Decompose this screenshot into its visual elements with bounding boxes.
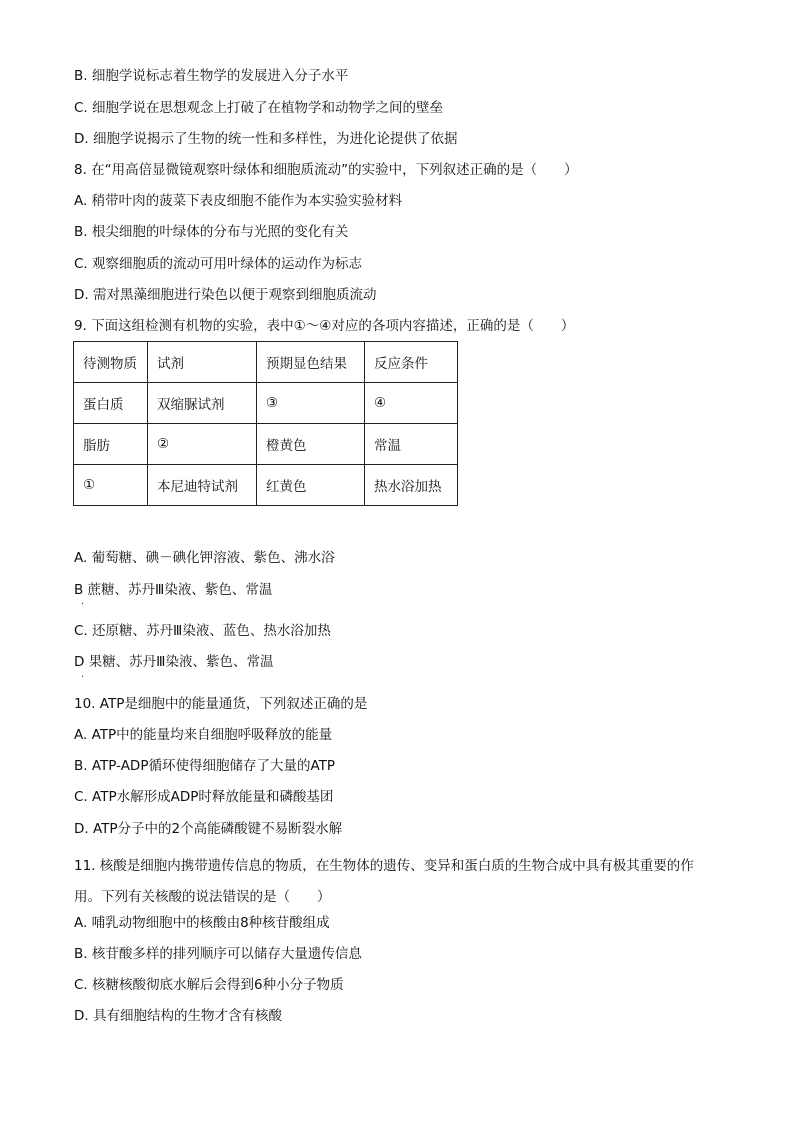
q9-option-d-mark: .: [81, 669, 85, 680]
table-cell: ①: [74, 465, 148, 506]
table-cell: 待测物质: [74, 342, 148, 383]
table-cell: 热水浴加热: [365, 465, 458, 506]
q11-option-d: D. 具有细胞结构的生物才含有核酸: [74, 1008, 282, 1024]
q10-option-a: A. ATP中的能量均来自细胞呼吸释放的能量: [74, 727, 333, 743]
table-cell: ②: [148, 424, 257, 465]
q11-option-b: B. 核苷酸多样的排列顺序可以储存大量遗传信息: [74, 946, 362, 962]
q8-option-c: C. 观察细胞质的流动可用叶绿体的运动作为标志: [74, 256, 363, 272]
q7-option-c: C. 细胞学说在思想观念上打破了在植物学和动物学之间的壁垒: [74, 100, 444, 116]
q10-option-b: B. ATP-ADP循环使得细胞储存了大量的ATP: [74, 758, 336, 774]
table-cell: 脂肪: [74, 424, 148, 465]
table-row: [74, 424, 458, 465]
q8-option-a: A. 稍带叶肉的菠菜下表皮细胞不能作为本实验实验材料: [74, 193, 403, 209]
table-cell: 双缩脲试剂: [148, 383, 257, 424]
q11-option-c: C. 核糖核酸彻底水解后会得到6种小分子物质: [74, 977, 344, 993]
q7-option-b: B. 细胞学说标志着生物学的发展进入分子水平: [74, 68, 349, 84]
table-cell: 本尼迪特试剂: [148, 465, 257, 506]
table-cell: ④: [365, 383, 458, 424]
q11-option-a: A. 哺乳动物细胞中的核酸由8种核苷酸组成: [74, 915, 330, 931]
q9-option-b: B 蔗糖、苏丹Ⅲ染液、紫色、常温: [74, 582, 273, 598]
q8-option-b: B. 根尖细胞的叶绿体的分布与光照的变化有关: [74, 224, 349, 240]
q9-option-a: A. 葡萄糖、碘－碘化钾溶液、紫色、沸水浴: [74, 550, 335, 566]
table-cell: 红黄色: [257, 465, 365, 506]
table-cell: 橙黄色: [257, 424, 365, 465]
table-cell: 反应条件: [365, 342, 458, 383]
table-row: [74, 383, 458, 424]
q10-option-d: D. ATP分子中的2个高能磷酸键不易断裂水解: [74, 821, 343, 837]
table-cell: 试剂: [148, 342, 257, 383]
q9-stem: 9. 下面这组检测有机物的实验，表中①～④对应的各项内容描述，正确的是（ ）: [74, 318, 575, 334]
q9-table: [73, 341, 458, 506]
q9-option-d: D 果糖、苏丹Ⅲ染液、紫色、常温: [74, 654, 274, 670]
q8-stem: 8. 在“用高倍显微镜观察叶绿体和细胞质流动”的实验中，下列叙述正确的是（ ）: [74, 162, 578, 178]
table-cell: 常温: [365, 424, 458, 465]
q10-option-c: C. ATP水解形成ADP时释放能量和磷酸基团: [74, 789, 334, 805]
table-cell: ③: [257, 383, 365, 424]
table-row: [74, 342, 458, 383]
q8-option-d: D. 需对黑藻细胞进行染色以便于观察到细胞质流动: [74, 287, 377, 303]
q7-option-d: D. 细胞学说揭示了生物的统一性和多样性，为进化论提供了依据: [74, 131, 458, 147]
table-cell: 蛋白质: [74, 383, 148, 424]
q11-stem: 11. 核酸是细胞内携带遗传信息的物质，在生物体的遗传、变异和蛋白质的生物合成中具有极其重要的作用。下列有关核酸的说法错误的是（ ）: [74, 858, 694, 905]
table-row: [74, 465, 458, 506]
q9-option-c: C. 还原糖、苏丹Ⅲ染液、蓝色、热水浴加热: [74, 623, 331, 639]
q9-option-b-mark: .: [81, 596, 85, 607]
q10-stem: 10. ATP是细胞中的能量通货，下列叙述正确的是: [74, 696, 368, 712]
table-cell: 预期显色结果: [257, 342, 365, 383]
